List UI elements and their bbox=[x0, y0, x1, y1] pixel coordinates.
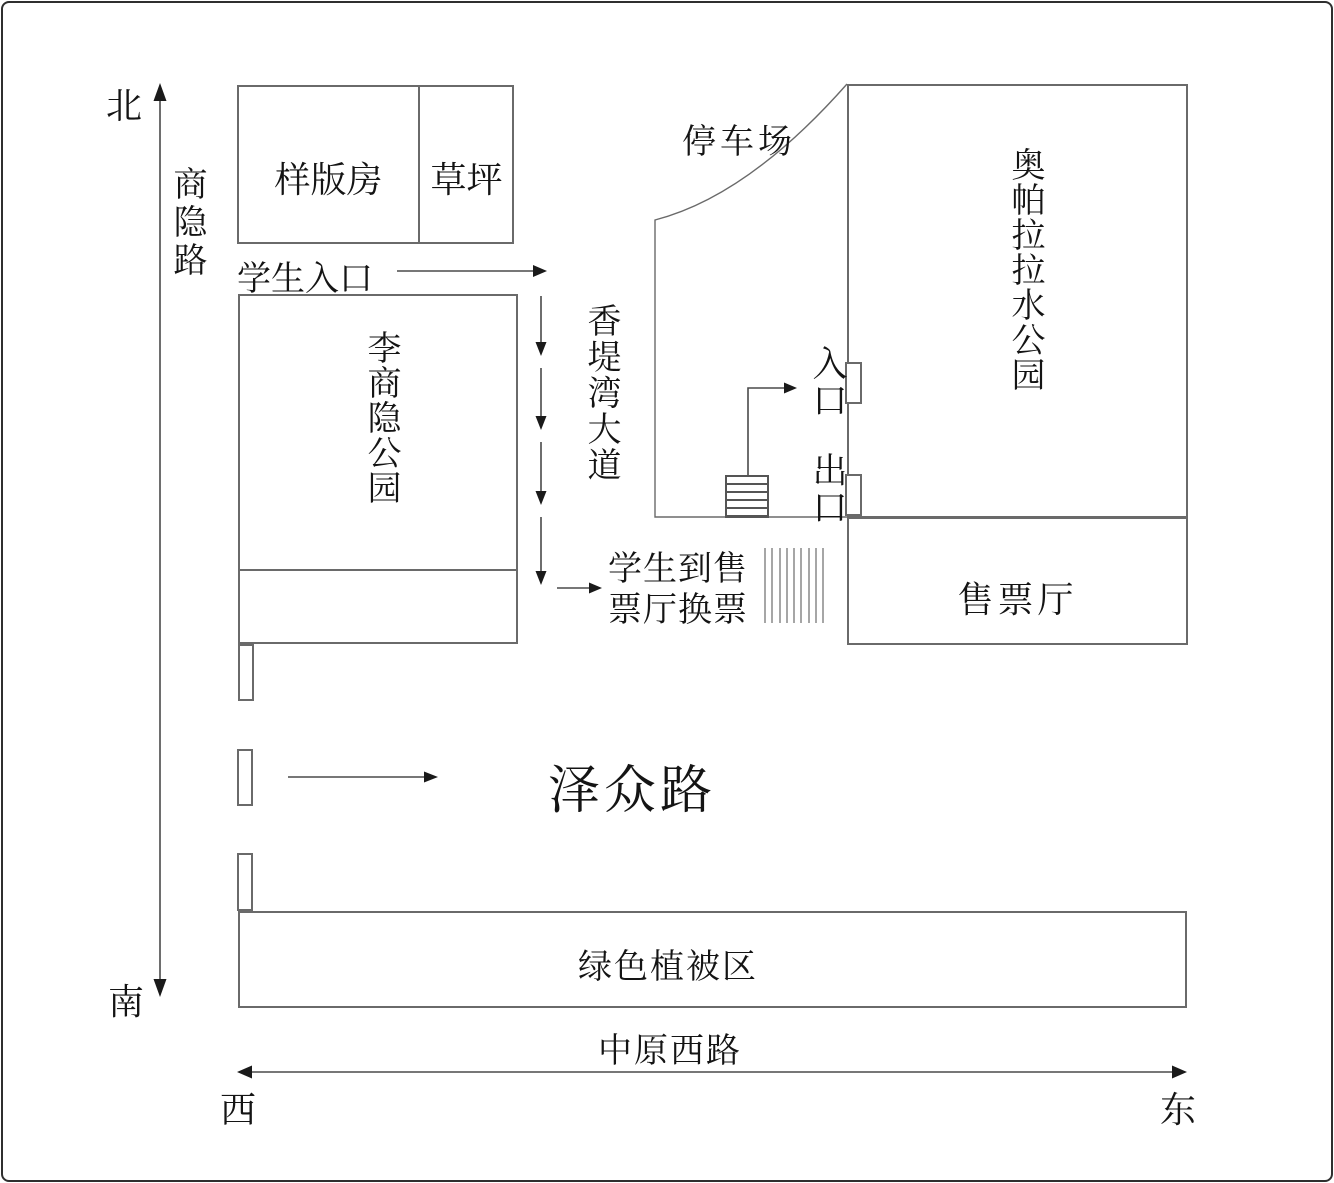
west-gate-2 bbox=[237, 749, 253, 806]
exchange-note-line1: 学生到售 bbox=[608, 550, 748, 588]
north-label: 北 bbox=[106, 85, 143, 126]
student-entrance-arrow bbox=[397, 265, 547, 277]
east-label: 东 bbox=[1160, 1089, 1197, 1130]
parking-lot-label: 停车场 bbox=[682, 123, 796, 161]
avenue-flow-arrows bbox=[536, 296, 547, 585]
lawn-label: 草坪 bbox=[430, 159, 503, 200]
exchange-note bbox=[608, 549, 748, 631]
crosswalk-hatching bbox=[765, 548, 823, 623]
exit-label: 出口 bbox=[808, 452, 847, 526]
ticket-booth bbox=[725, 475, 769, 518]
ticket-hall-label: 售票厅 bbox=[957, 579, 1078, 620]
li-shangyin-park-label: 李商隐公园 bbox=[362, 330, 400, 505]
entrance-label: 入口 bbox=[808, 345, 847, 419]
zezhong-road-label: 泽众路 bbox=[548, 763, 717, 820]
zezhong-road-arrow bbox=[288, 772, 438, 783]
li-park-inner-divider bbox=[240, 569, 516, 571]
south-label: 南 bbox=[108, 981, 145, 1022]
to-exchange-arrow bbox=[557, 583, 602, 594]
zhongyuan-west-road-label: 中原西路 bbox=[598, 1032, 742, 1070]
west-gate-3 bbox=[237, 853, 253, 911]
west-gate-1 bbox=[238, 644, 254, 701]
student-entrance-label: 学生入口 bbox=[237, 260, 373, 298]
west-label: 西 bbox=[220, 1089, 257, 1130]
green-zone-label: 绿色植被区 bbox=[578, 948, 758, 986]
exchange-note-line2: 票厅换票 bbox=[608, 591, 748, 629]
model-room-label: 样版房 bbox=[274, 159, 383, 200]
shangyin-road-label: 商隐路 bbox=[168, 166, 206, 280]
xiangdiwan-avenue-label: 香堤湾大道 bbox=[582, 303, 620, 483]
entry-route-arrow bbox=[748, 383, 797, 476]
water-park-label: 奥帕拉拉水公园 bbox=[1006, 147, 1044, 392]
